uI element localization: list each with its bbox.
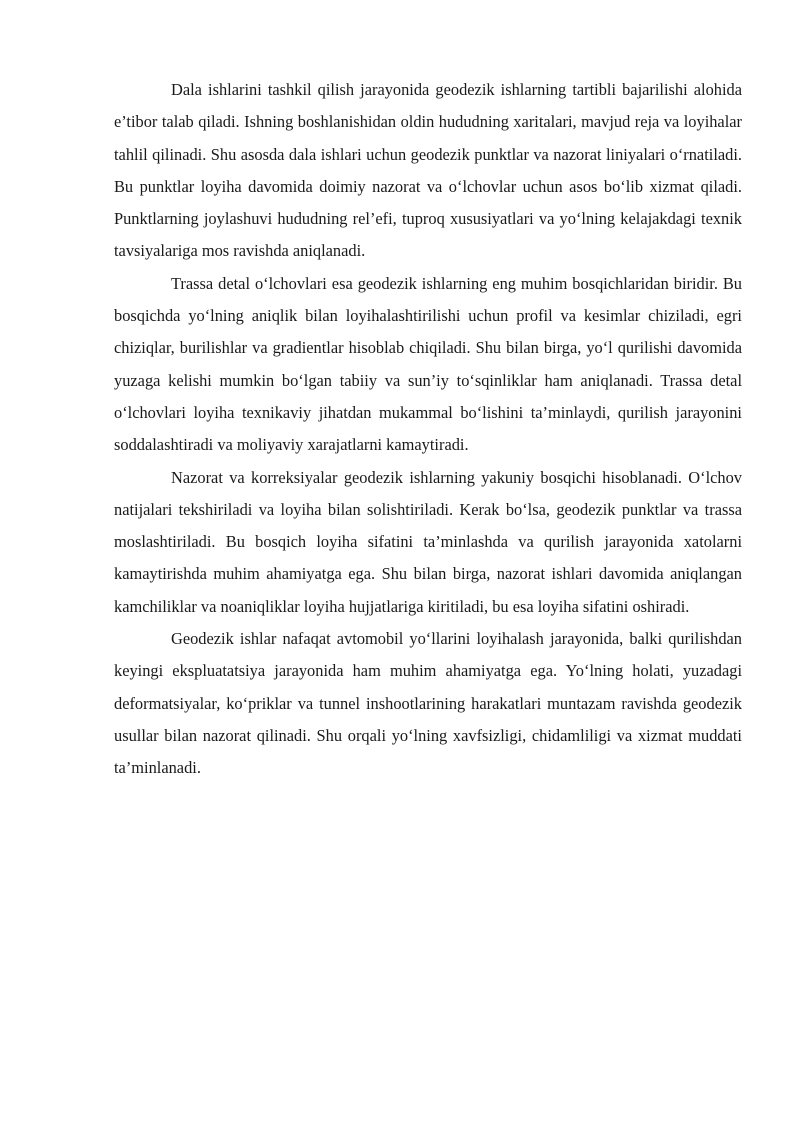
paragraph-post-construction-monitoring: Geodezik ishlar nafaqat avtomobil yo‘llarini loyihalash jarayonida, balki qurilishdan keyingi ekspluatatsiya jarayonida ham muhim ahamiyatga ega. Yo‘lning holati, yuzadagi deformatsiyalar, ko‘priklar va tunnel inshootlarining harakatlari muntazam ravishda geodezik usullar bilan nazorat qilinadi. Shu orqali yo‘lning xavfsizligi, chidamliligi va xizmat muddati ta’minlanadi. <box>114 629 742 778</box>
paragraph-route-detail-measurements: Trassa detal o‘lchovlari esa geodezik ishlarning eng muhim bosqichlaridan biridir. Bu bosqichda yo‘lning aniqlik bilan loyihalashtirilishi uchun profil va kesimlar chiziladi, egri chiziqlar, burilishlar va gradientlar hisoblab chiqiladi. Shu bilan birga, yo‘l qurilishi davomida yuzaga kelishi mumkin bo‘lgan tabiiy va sun’iy to‘sqinliklar ham aniqlanadi. Trassa detal o‘lchovlari loyiha texnikaviy jihatdan mukammal bo‘lishini ta’minlaydi, qurilish jarayonini soddalashtiradi va moliyaviy xarajatlarni kamaytiradi. <box>114 273 742 455</box>
paragraph-control-and-corrections: Nazorat va korreksiyalar geodezik ishlarning yakuniy bosqichi hisoblanadi. O‘lchov natijalari tekshiriladi va loyiha bilan solishtiriladi. Kerak bo‘lsa, geodezik punktlar va trassa moslashtiriladi. Bu bosqich loyiha sifatini ta’minlashda va qurilish jarayonida xatolarni kamaytirishda muhim ahamiyatga ega. Shu bilan birga, nazorat ishlari davomida aniqlangan kamchiliklar va noaniqliklar loyiha hujjatlariga kiritiladi, bu esa loyiha sifatini oshiradi. <box>114 467 742 616</box>
document-body <box>114 74 742 785</box>
paragraph-field-work-organization: Dala ishlarini tashkil qilish jarayonida geodezik ishlarning tartibli bajarilishi alohida e’tibor talab qiladi. Ishning boshlanishidan oldin hududning xaritalari, mavjud reja va loyihalar tahlil qilinadi. Shu asosda dala ishlari uchun geodezik punktlar va nazorat liniyalari o‘rnatiladi. Bu punktlar loyiha davomida doimiy nazorat va o‘lchovlar uchun asos bo‘lib xizmat qiladi. Punktlarning joylashuvi hududning rel’efi, tuproq xususiyatlari va yo‘lning kelajakdagi texnik tavsiyalariga mos ravishda aniqlanadi. <box>114 80 742 261</box>
